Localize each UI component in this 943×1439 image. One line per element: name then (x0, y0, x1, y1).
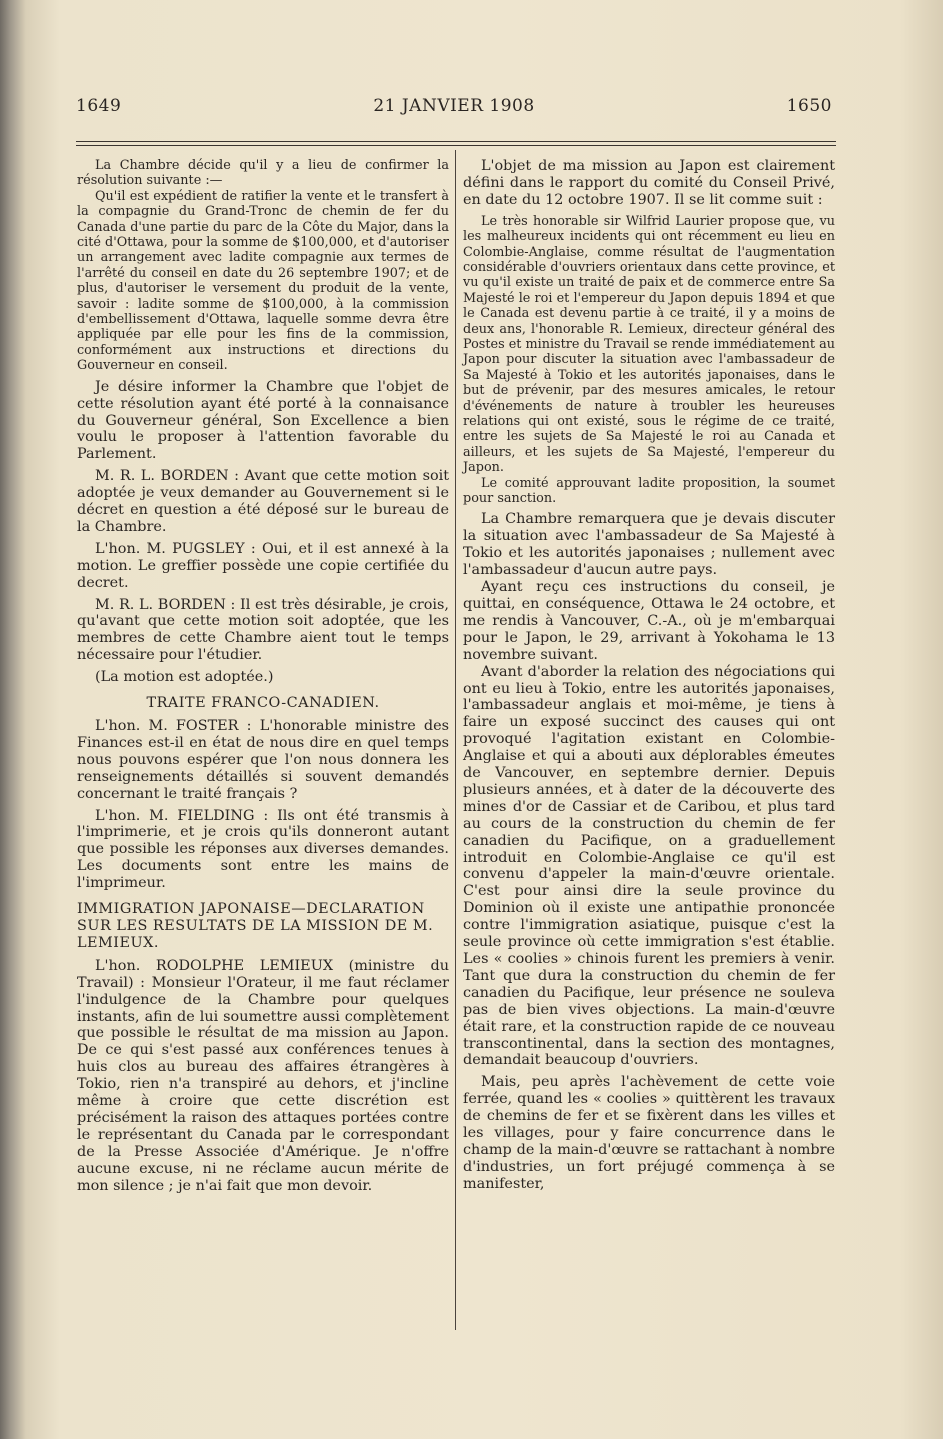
paragraph: La Chambre décide qu'il y a lieu de confirmer la résolution suivante :— (77, 158, 449, 189)
paragraph: Le comité approuvant ladite proposition, la soumet pour sanction. (463, 475, 835, 507)
right-column (463, 158, 835, 1193)
paragraph: Je désire informer la Chambre que l'objet de cette résolution ayant été porté à la connaisance du Gouverneur général, Son Excellence a bien voulu le proposer à l'attention favorable du Parlement. (77, 378, 449, 463)
paragraph: M. R. L. BORDEN : Avant que cette motion soit adoptée je veux demander au Gouvernement si le décret en question a été déposé sur le bureau de la Chambre. (77, 468, 449, 535)
paragraph: L'hon. M. FIELDING : Ils ont été transmis à l'imprimerie, et je crois qu'ils donneront autant que possible les réponses aux diverses demandes. Les documents sont entre les mains de l'imprimeur. (77, 807, 449, 892)
paragraph: La Chambre remarquera que je devais discuter la situation avec l'ambassadeur de Sa Majesté à Tokio et les autorités japonaises ; nullement avec l'ambassadeur d'aucun autre pays. (463, 511, 835, 579)
paragraph: M. R. L. BORDEN : Il est très désirable, je crois, qu'avant que cette motion soit adoptée, que les membres de cette Chambre aient tout le temps nécessaire pour l'étudier. (77, 596, 449, 664)
header-rule-thick (76, 141, 836, 142)
section-heading: TRAITE FRANCO-CANADIEN. (146, 695, 380, 712)
paragraph: L'hon. M. FOSTER : L'honorable ministre des Finances est-il en état de nous dire en quel temps nous pouvons espérer que l'on nous donnera les renseignements détaillés si souvent demandés concernant le traité français ? (77, 718, 449, 802)
section-heading: IMMIGRATION JAPONAISE—DECLARATION SUR LES RESULTATS DE LA MISSION DE M. LEMIEUX. (77, 901, 434, 951)
paragraph: Qu'il est expédient de ratifier la vente et le transfert à la compagnie du Grand-Tronc de chemin de fer du Canada d'une partie du parc de la Côte du Major, dans la cité d'Ottawa, pour la somme de $100,000, et d'autoriser un arrangement avec ladite compagnie aux termes de l'arrêté du conseil en date du 26 septembre 1907; et de plus, d'autoriser le versement du produit de la vente, savoir : ladite somme de $100,000, à la commission d'embellissement d'Ottawa, laquelle somme devra être appliquée par elle pour les fins de la commission, conformément aux instructions et directions du Gouverneur en conseil. (77, 188, 449, 374)
page-number-right: 1650 (786, 96, 832, 116)
paragraph: L'objet de ma mission au Japon est clairement défini dans le rapport du comité du Conseil Privé, en date du 12 octobre 1907. Il se lit comme suit : (463, 158, 835, 208)
paragraph: Mais, peu après l'achèvement de cette voie ferrée, quand les « coolies » quittèrent les travaux de chemins de fer et se fixèrent dans les villes et les villages, pour y faire concurrence dans le champ de la main-d'œuvre se rattachant à nombre d'industries, un fort préjugé commença à se manifester, (463, 1074, 835, 1192)
paragraph: Le très honorable sir Wilfrid Laurier propose que, vu les malheureux incidents qui ont récemment eu lieu en Colombie-Anglaise, comme résultat de l'augmentation considérable d'ouvriers orientaux dans cette province, et vu qu'il existe un traité de paix et de commerce entre Sa Majesté le roi et l'empereur du Japon depuis 1894 et que le Canada est devenu partie à ce traité, il y a moins de deux ans, l'honorable R. Lemieux, directeur général des Postes et ministre du Travail se rende immédiatement au Japon pour discuter la situation avec l'ambassadeur de Sa Majesté à Tokio et les autorités japonaises, dans le but de prévenir, par des mesures amicales, le retour d'événements de nature à troubler les heureuses relations qui ont existé, sous le régime de ce traité, entre les sujets de Sa Majesté le roi au Canada et ailleurs, et les sujets de Sa Majesté, l'empereur du Japon. (463, 213, 835, 476)
paragraph: Avant d'aborder la relation des négociations qui ont eu lieu à Tokio, entre les autorités japonaises, l'ambassadeur anglais et moi-même, je tiens à faire un exposé succinct des causes qui ont provoqué l'agitation existant en Colombie-Anglaise et qui a abouti aux déplorables émeutes de Vancouver, en septembre dernier. Depuis plusieurs années, et à dater de la découverte des mines d'or de Cassiar et de Caribou, et plus tard au cours de la construction du chemin de fer canadien du Pacifique, on a graduellement introduit en Colombie-Anglaise ce qu'il est convenu d'appeler la main-d'œuvre orientale. C'est pour ainsi dire la seule province du Dominion où il existe une antipathie prononcée contre l'immigration asiatique, puisque c'est la seule province où cette immigration s'est établie. Les « coolies » chinois furent les premiers à venir. Tant que dura la construction du chemin de fer canadien du Pacifique, leur présence ne souleva pas de bien vives objections. La main-d'œuvre était rare, et la construction rapide de ce nouveau transcontinental, dans la section des montagnes, demandait beaucoup d'ouvriers. (463, 663, 835, 1069)
paragraph: Ayant reçu ces instructions du conseil, je quittai, en conséquence, Ottawa le 24 octobre, et me rendis à Vancouver, C.-A., où je m'embarquai pour le Japon, le 29, arrivant à Yokohama le 13 novembre suivant. (463, 579, 835, 663)
header-rule-thin (76, 145, 836, 146)
page-date: 21 JANVIER 1908 (373, 96, 535, 116)
page-header (76, 96, 832, 126)
column-divider (455, 150, 456, 1330)
paragraph: L'hon. RODOLPHE LEMIEUX (ministre du Travail) : Monsieur l'Orateur, il me faut réclamer l'indulgence de la Chambre pour quelques instants, afin de lui soumettre aussi complètement que possible le résultat de ma mission au Japon. De ce qui s'est passé aux conférences tenues à huis clos au bureau des affaires étrangères à Tokio, rien n'a transpiré au dehors, et j'incline même à croire que cette discrétion est précisément la raison des attaques portées contre le représentant du Canada par le correspondant de la Presse Associée d'Amérique. Je n'offre aucune excuse, ni ne réclame aucun mérite de mon silence ; je n'ai fait que mon devoir. (77, 957, 449, 1194)
page-number-left: 1649 (76, 96, 122, 116)
paragraph: (La motion est adoptée.) (95, 669, 274, 686)
paragraph: L'hon. M. PUGSLEY : Oui, et il est annexé à la motion. Le greffier possède une copie certifiée du decret. (77, 540, 449, 591)
left-column (77, 158, 449, 1194)
